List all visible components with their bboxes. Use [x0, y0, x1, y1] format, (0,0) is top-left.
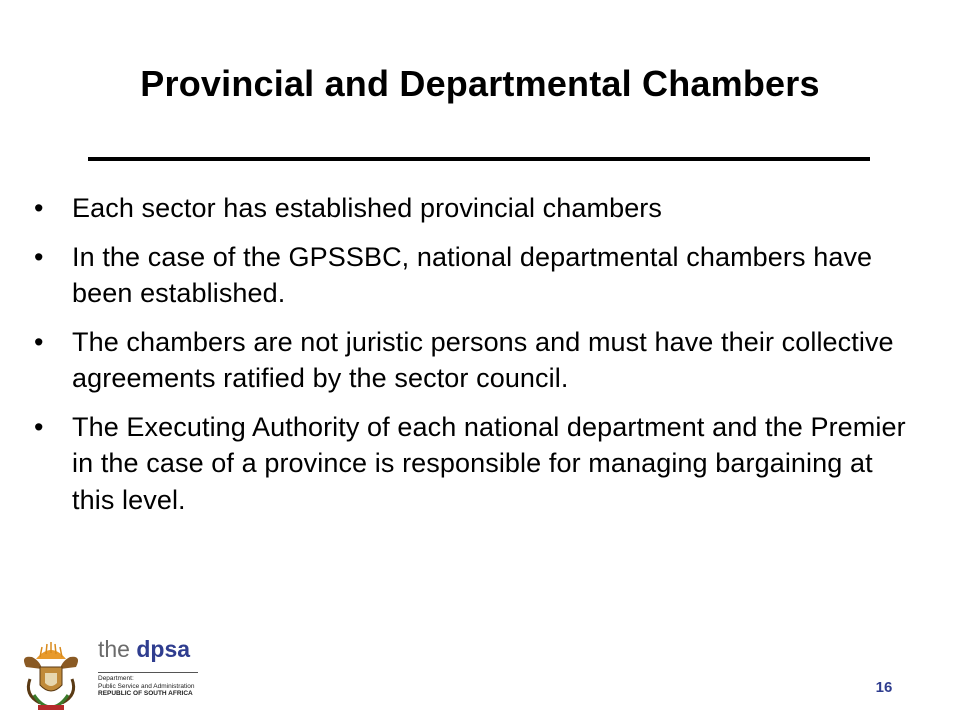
bullet-dot: •: [34, 193, 44, 223]
slide-title: Provincial and Departmental Chambers: [140, 63, 820, 104]
bullet-item: [28, 190, 908, 227]
logo-dept-line: Public Service and Administration: [98, 682, 195, 690]
title-underline: [88, 157, 870, 161]
logo-dept-line: REPUBLIC OF SOUTH AFRICA: [98, 690, 193, 697]
bullet-dot: •: [34, 326, 44, 357]
logo-department-text: [98, 675, 194, 698]
bullet-list: [28, 190, 908, 530]
bullet-dot: •: [34, 411, 44, 442]
bullet-text: Each sector has established provincial chambers: [72, 193, 662, 223]
bullet-text: The Executing Authority of each national department and the Premier in the case of a province is responsible for managing bargaining at this level.: [72, 411, 906, 515]
logo-the: the: [98, 636, 137, 662]
bullet-item: [28, 239, 908, 312]
logo-wordmark: [98, 635, 190, 663]
coat-of-arms-icon: [12, 637, 90, 711]
bullet-text: The chambers are not juristic persons and must have their collective agreements ratified by the sector council.: [72, 326, 894, 393]
bullet-item: [28, 409, 908, 519]
bullet-dot: •: [34, 241, 44, 272]
page-number: 16: [875, 679, 893, 696]
bullet-item: [28, 324, 908, 397]
logo-dpsa: dpsa: [136, 636, 191, 662]
bullet-text: In the case of the GPSSBC, national departmental chambers have been established.: [72, 241, 873, 308]
logo-dept-line: Department:: [98, 675, 134, 682]
dpsa-logo: [12, 635, 212, 715]
logo-divider: [98, 672, 198, 673]
